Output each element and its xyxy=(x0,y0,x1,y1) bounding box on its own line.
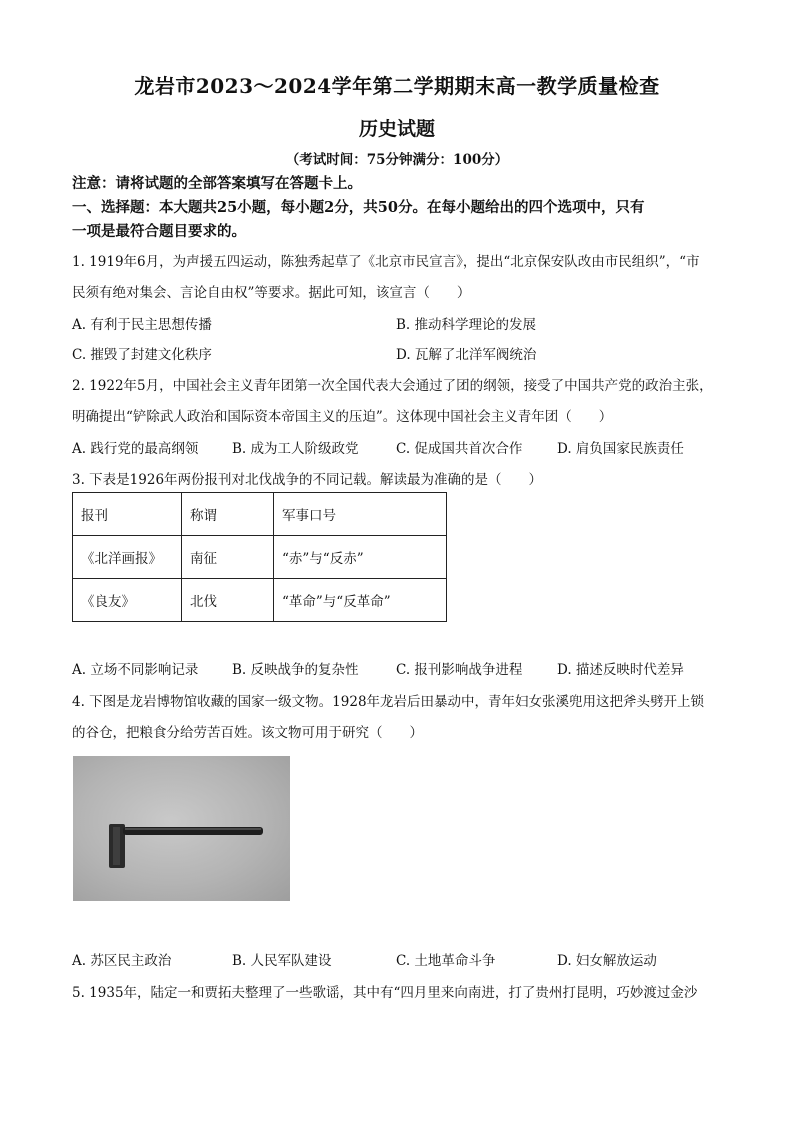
question-1-option-b: B. 推动科学理论的发展 xyxy=(396,317,537,333)
table-header-row xyxy=(73,493,447,536)
question-2-option-c: C. 促成国共首次合作 xyxy=(396,441,523,457)
table-row xyxy=(73,536,447,579)
question-3-table xyxy=(72,492,447,622)
question-2-option-a: A. 践行党的最高纲领 xyxy=(72,441,199,457)
question-4-stem-cont: 的谷仓，把粮食分给劳苦百姓。该文物可用于研究（ ） xyxy=(72,725,423,741)
table-cell: “革命”与“反革命” xyxy=(274,579,447,622)
exam-title: 龙岩市2023～2024学年第二学期期末高一教学质量检查 xyxy=(134,74,660,98)
exam-subtitle: 历史试题 xyxy=(358,118,435,140)
question-4-stem: 4. 下图是龙岩博物馆收藏的国家一级文物。1928年龙岩后田暴动中，青年妇女张溪兜用这把斧头劈开上锁 xyxy=(72,694,705,710)
axe-icon xyxy=(73,756,290,901)
table-cell: 北伐 xyxy=(182,579,274,622)
axe-artifact-photo xyxy=(73,756,290,901)
question-1-stem: 1. 1919年6月，为声援五四运动，陈独秀起草了《北京市民宣言》，提出“北京保安队改由市民组织”，“市 xyxy=(72,254,700,270)
question-5-stem: 5. 1935年，陆定一和贾拓夫整理了一些歌谣，其中有“四月里来向南进，打了贵州打昆明，巧妙渡过金沙 xyxy=(72,985,698,1001)
question-2-stem-cont: 明确提出“铲除武人政治和国际资本帝国主义的压迫”。这体现中国社会主义青年团（ ） xyxy=(72,409,613,425)
question-4-option-d: D. 妇女解放运动 xyxy=(557,953,657,969)
question-1-option-a: A. 有利于民主思想传播 xyxy=(72,317,212,333)
table-header-cell: 称谓 xyxy=(182,493,274,536)
question-3-option-c: C. 报刊影响战争进程 xyxy=(396,662,523,678)
table-cell: “赤”与“反赤” xyxy=(274,536,447,579)
question-4-option-a: A. 苏区民主政治 xyxy=(72,953,172,969)
question-4-option-b: B. 人民军队建设 xyxy=(232,953,332,969)
exam-time-info: （考试时间：75分钟满分：100分） xyxy=(285,152,509,168)
question-3-stem: 3. 下表是1926年两份报刊对北伐战争的不同记载。解读最为准确的是（ ） xyxy=(72,472,543,488)
question-1-option-d: D. 瓦解了北洋军阀统治 xyxy=(396,347,537,363)
table-cell: 《良友》 xyxy=(73,579,182,622)
question-2-option-b: B. 成为工人阶级政党 xyxy=(232,441,359,457)
table-cell: 《北洋画报》 xyxy=(73,536,182,579)
question-4-option-c: C. 土地革命斗争 xyxy=(396,953,496,969)
question-1-option-c: C. 摧毁了封建文化秩序 xyxy=(72,347,212,363)
question-2-option-d: D. 肩负国家民族责任 xyxy=(557,441,684,457)
table-row xyxy=(73,579,447,622)
question-3-option-a: A. 立场不同影响记录 xyxy=(72,662,199,678)
question-1-stem-cont: 民须有绝对集会、言论自由权”等要求。据此可知，该宣言（ ） xyxy=(72,285,471,301)
question-2-stem: 2. 1922年5月，中国社会主义青年团第一次全国代表大会通过了团的纲领，接受了中国共产党的政治主张， xyxy=(72,378,713,394)
section-heading-cont: 一项是最符合题目要求的。 xyxy=(72,223,246,240)
table-header-cell: 报刊 xyxy=(73,493,182,536)
question-3-option-b: B. 反映战争的复杂性 xyxy=(232,662,359,678)
question-3-option-d: D. 描述反映时代差异 xyxy=(557,662,684,678)
section-heading: 一、选择题：本大题共25小题，每小题2分，共50分。在每小题给出的四个选项中，只有 xyxy=(72,199,645,216)
notice: 注意：请将试题的全部答案填写在答题卡上。 xyxy=(72,175,362,192)
table-header-cell: 军事口号 xyxy=(274,493,447,536)
table-cell: 南征 xyxy=(182,536,274,579)
